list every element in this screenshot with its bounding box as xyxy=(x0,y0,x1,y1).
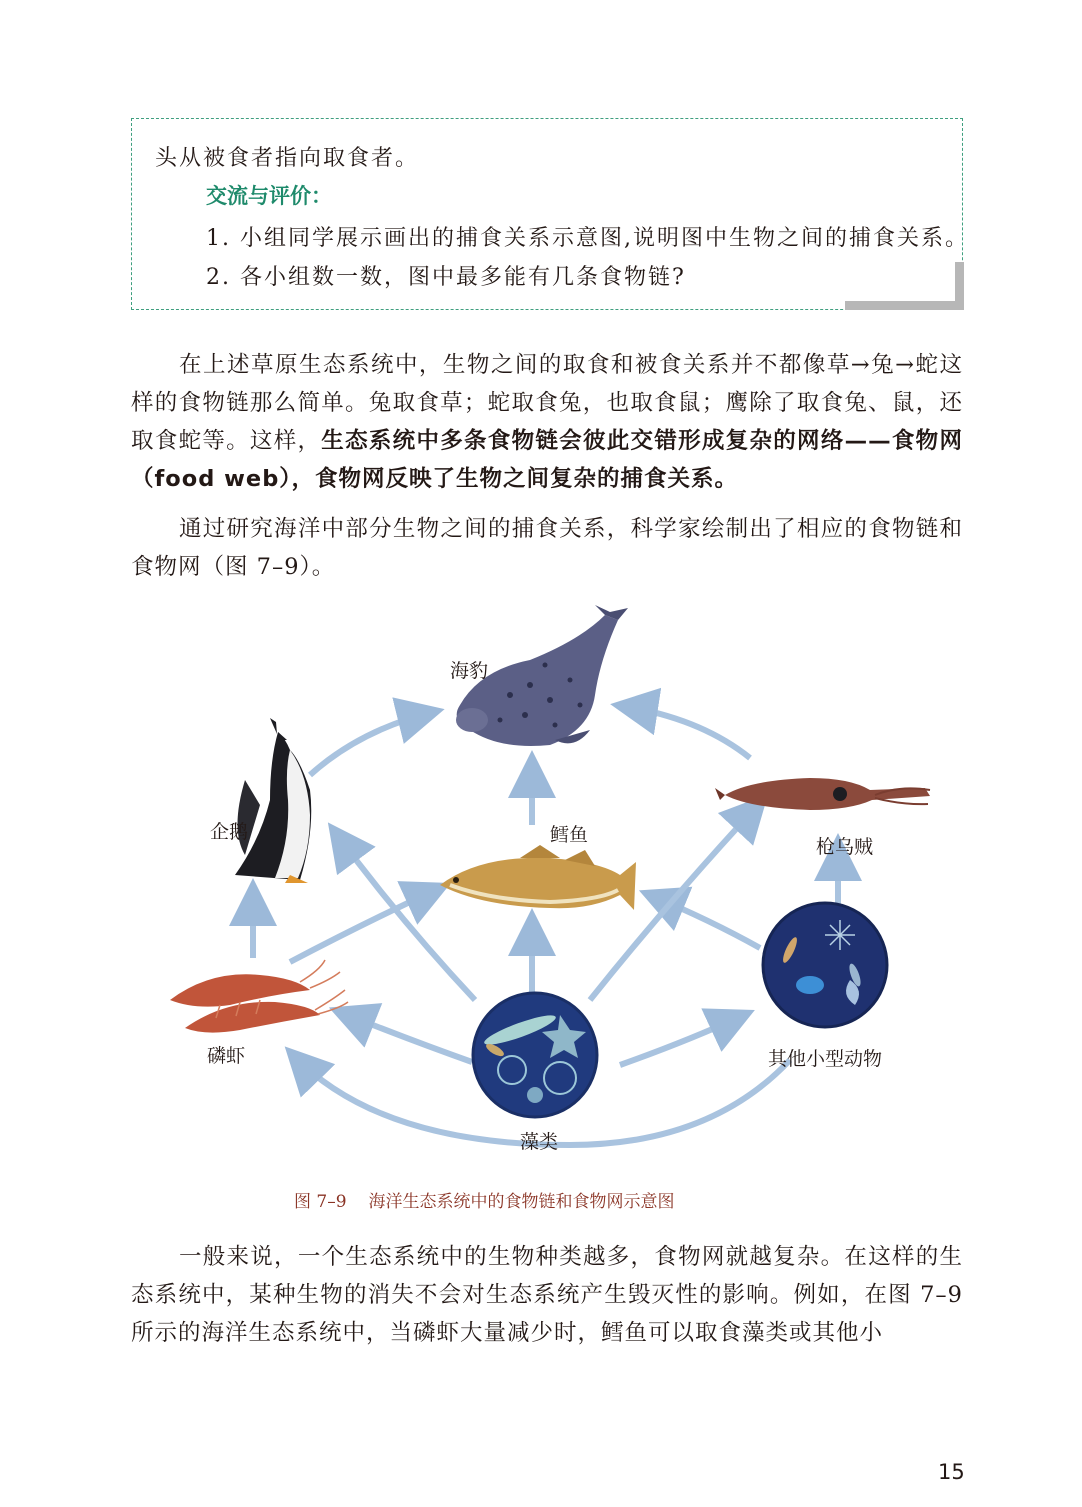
box-shadow xyxy=(845,301,964,310)
arrow-small-animals-to-cod xyxy=(650,895,760,948)
paragraph-food-web xyxy=(131,346,963,498)
box-list-item: 1. 小组同学展示画出的捕食关系示意图,说明图中生物之间的捕食关系。 xyxy=(206,226,969,251)
penguin-illustration xyxy=(235,718,311,883)
food-web-diagram xyxy=(150,600,950,1160)
box-heading: 交流与评价： xyxy=(206,184,332,208)
arrow-algae-to-krill xyxy=(340,1012,472,1062)
label-small-animals: 其他小型动物 xyxy=(768,1048,883,1070)
squid-illustration xyxy=(715,778,930,810)
krill-illustration xyxy=(170,960,348,1033)
label-krill: 磷虾 xyxy=(207,1045,246,1067)
page-number: 15 xyxy=(938,1460,965,1484)
arrow-algae-to-penguin xyxy=(335,832,475,1000)
box-list-item: 2. 各小组数一数，图中最多能有几条食物链? xyxy=(206,265,686,290)
arrow-penguin-to-seal xyxy=(310,712,433,775)
paragraph-figure-intro: 通过研究海洋中部分生物之间的捕食关系，科学家绘制出了相应的食物链和食物网（图 7–9）。 xyxy=(131,516,963,580)
label-squid: 枪乌贼 xyxy=(816,836,874,858)
label-penguin: 企鹅 xyxy=(210,821,249,843)
label-cod: 鳕鱼 xyxy=(550,824,589,846)
algae-illustration xyxy=(473,993,597,1117)
definition-bold-text: 生态系统中多条食物链会彼此交错形成复杂的网络——食物网（food web），食物网反映了生物之间复杂的捕食关系。 xyxy=(131,428,963,492)
caption-text: 海洋生态系统中的食物链和食物网示意图 xyxy=(368,1192,675,1212)
arrow-squid-to-seal xyxy=(622,706,750,758)
food-web-figure xyxy=(150,600,950,1160)
box-text-line: 头从被食者指向取食者。 xyxy=(155,146,420,171)
caption-number: 图 7–9 xyxy=(294,1192,347,1212)
cod-illustration xyxy=(440,845,636,910)
paragraph-text: 在上述草原生态系统中，生物之间的取食和被食关系并不都像草→兔→蛇这样的食物链那么简单。兔取食草；蛇取食兔，也取食鼠；鹰除了取食兔、鼠，还取食蛇等。这样， xyxy=(131,352,963,454)
label-algae: 藻类 xyxy=(520,1131,559,1153)
figure-caption xyxy=(294,1187,675,1212)
arrow-algae-to-squid xyxy=(590,803,760,1000)
label-seal: 海豹 xyxy=(450,660,489,682)
small-animals-illustration xyxy=(763,903,887,1027)
paragraph-conclusion: 一般来说，一个生态系统中的生物种类越多，食物网就越复杂。在这样的生态系统中，某种生物的消失不会对生态系统产生毁灭性的影响。例如，在图 7–9 所示的海洋生态系统中，当磷虾大量减少时，鳕鱼可以取食藻类或其他小 xyxy=(131,1244,963,1346)
arrow-krill-to-cod xyxy=(290,888,440,962)
arrow-algae-to-small-animals xyxy=(620,1015,744,1065)
